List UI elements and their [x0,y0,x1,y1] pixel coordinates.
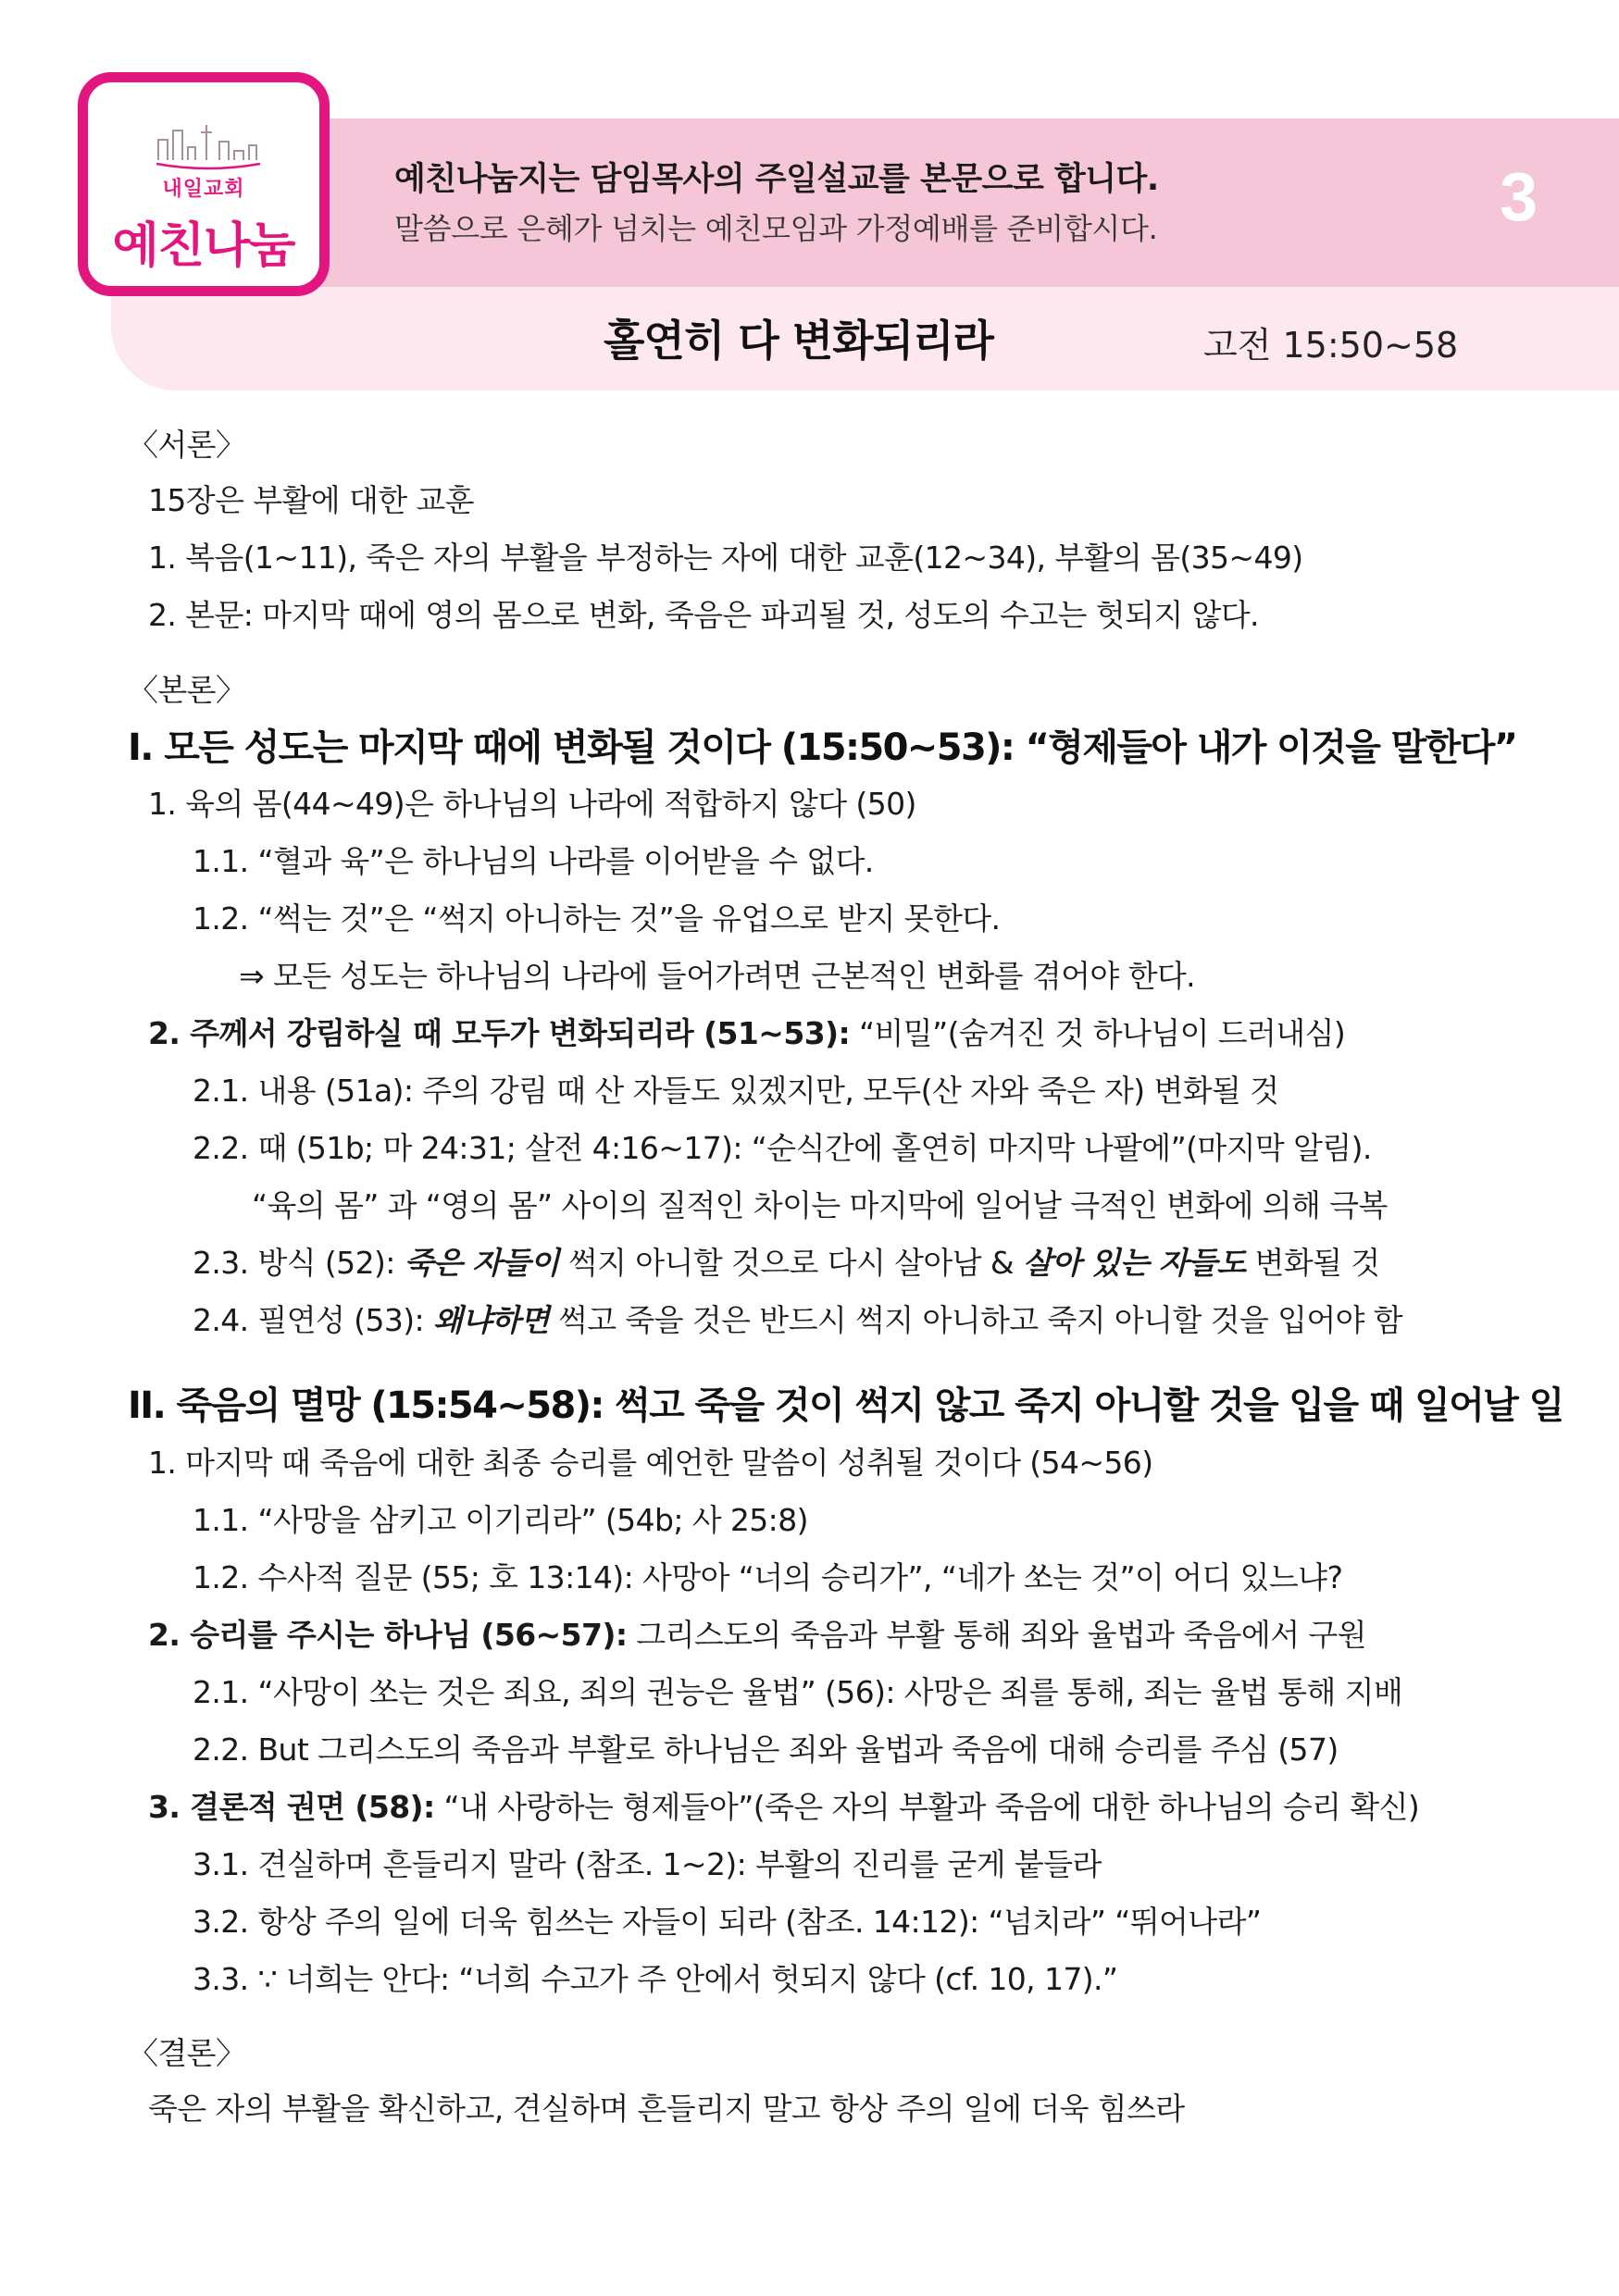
intro-line-2-item: 2. 본문: 마지막 때에 영의 몸으로 변화, 죽음은 파괴될 것, 성도의 수고는 헛되지 않다. [148,597,1259,633]
part1-point-1-2: 1.2. “썩는 것”은 “썩지 아니하는 것”을 유업으로 받지 못한다. [193,900,1001,937]
part2-point-2-1: 2.1. “사망이 쏘는 것은 죄요, 죄의 권능은 율법” (56): 사망은 죄를 통해, 죄는 율법 통해 지배 [193,1674,1403,1710]
part1-point-2-heading: 2. 주께서 강림하실 때 모두가 변화되리라 (51~53): [148,1015,851,1051]
page-number: 3 [1500,158,1538,235]
part1-point-2-1: 2.1. 내용 (51a): 주의 강림 때 산 자들도 있겠지만, 모두(산 자와 죽은 자) 변화될 것 [193,1073,1279,1109]
intro-line-1-item: 1. 복음(1~11), 죽은 자의 부활을 부정하는 자에 대한 교훈(12~34), 부활의 몸(35~49) [148,540,1303,576]
emphasis-dead: 죽은 자들이 [404,1245,559,1281]
part1-point-2-note: “비밀”(숨겨진 것 하나님이 드러내심) [850,1015,1346,1051]
logo-title: 예친나눔 [112,218,295,274]
part2-point-2-2: 2.2. But 그리스도의 죽음과 부활로 하나님은 죄와 율법과 죽음에 대해 승리를 주심 (57) [193,1731,1339,1768]
part2-point-3-1: 3.1. 견실하며 흔들리지 말라 (참조. 1~2): 부활의 진리를 굳게 붙들라 [193,1846,1102,1882]
text-span: 변화될 것 [1245,1245,1380,1281]
part2-point-3 [148,1783,1419,1827]
intro-line-0: 15장은 부활에 대한 교훈 [148,482,474,518]
conclusion-heading: 〈결론〉 [128,2035,246,2071]
part2-point-2-note: 그리스도의 죽음과 부활 통해 죄와 율법과 죽음에서 구원 [627,1617,1366,1653]
part1-point-2-4 [193,1297,1402,1340]
text-span: 썩고 죽을 것은 반드시 썩지 아니하고 죽지 아니할 것을 입어야 함 [549,1302,1403,1338]
part1-point-1: 1. 육의 몸(44~49)은 하나님의 나라에 적합하지 않다 (50) [148,786,916,822]
part2-point-2-heading: 2. 승리를 주시는 하나님 (56~57): [148,1617,628,1653]
text-span: 썩지 아니할 것으로 다시 살아남 & [558,1245,1023,1281]
church-skyline-icon [155,119,262,175]
text-span: 2.4. 필연성 (53): [193,1302,433,1338]
scripture-reference: 고전 15:50~58 [1203,325,1459,366]
part1-title: I. 모든 성도는 마지막 때에 변화될 것이다 (15:50~53): “형제들아 내가 이것을 말한다” [128,726,1517,769]
conclusion-line: 죽은 자의 부활을 확신하고, 견실하며 흔들리지 말고 항상 주의 일에 더욱 힘쓰라 [148,2091,1185,2127]
part2-point-2 [148,1611,1366,1655]
intro-heading: 〈서론〉 [128,427,246,463]
part1-point-2-2: 2.2. 때 (51b; 마 24:31; 살전 4:16~17): “순식간에 홀연히 마지막 나팔에”(마지막 알림). [193,1130,1372,1166]
part1-point-2-2-cont: “육의 몸” 과 “영의 몸” 사이의 질적인 차이는 마지막에 일어날 극적인 변화에 의해 극복 [252,1187,1388,1223]
part2-point-1-1: 1.1. “사망을 삼키고 이기리라” (54b; 사 25:8) [193,1502,808,1538]
header-band [111,118,1619,287]
sermon-title: 홀연히 다 변화되리라 [604,316,993,366]
part1-point-2 [148,1010,1345,1053]
part2-point-3-2: 3.2. 항상 주의 일에 더욱 힘쓰는 자들이 되라 (참조. 14:12): “넘치라” “뛰어나라” [193,1904,1262,1940]
emphasis-because: 왜냐하면 [432,1302,550,1338]
logo [78,72,330,296]
part2-point-3-3: 3.3. ∵ 너희는 안다: “너희 수고가 주 안에서 헛되지 않다 (cf. 10, 17).” [193,1961,1118,1997]
part2-point-3-note: “내 사랑하는 형제들아”(죽은 자의 부활과 죽음에 대한 하나님의 승리 확신) [434,1789,1420,1825]
part1-point-1-1: 1.1. “혈과 육”은 하나님의 나라를 이어받을 수 없다. [193,843,874,879]
emphasis-living: 살아 있는 자들도 [1022,1245,1246,1281]
intro-line-1: 예친나눔지는 담임목사의 주일설교를 본문으로 합니다. [394,161,1159,198]
logo-church-name: 내일교회 [162,178,245,201]
intro-line-2: 말씀으로 은혜가 넘치는 예친모임과 가정예배를 준비합시다. [394,211,1158,246]
part1-conclusion-arrow: ⇒ 모든 성도는 하나님의 나라에 들어가려면 근본적인 변화를 겪어야 한다. [239,958,1196,994]
part1-point-2-3 [193,1239,1380,1283]
part2-point-1: 1. 마지막 때 죽음에 대한 최종 승리를 예언한 말씀이 성취될 것이다 (54~56) [148,1445,1153,1481]
body-heading: 〈본론〉 [128,672,246,708]
part2-title: II. 죽음의 멸망 (15:54~58): 썩고 죽을 것이 썩지 않고 죽지 아니할 것을 입을 때 일어날 일 [128,1384,1563,1427]
part2-point-1-2: 1.2. 수사적 질문 (55; 호 13:14): 사망아 “너의 승리가”, “네가 쏘는 것”이 어디 있느냐? [193,1559,1343,1595]
text-span: 2.3. 방식 (52): [193,1245,405,1281]
part2-point-3-heading: 3. 결론적 권면 (58): [148,1789,435,1825]
